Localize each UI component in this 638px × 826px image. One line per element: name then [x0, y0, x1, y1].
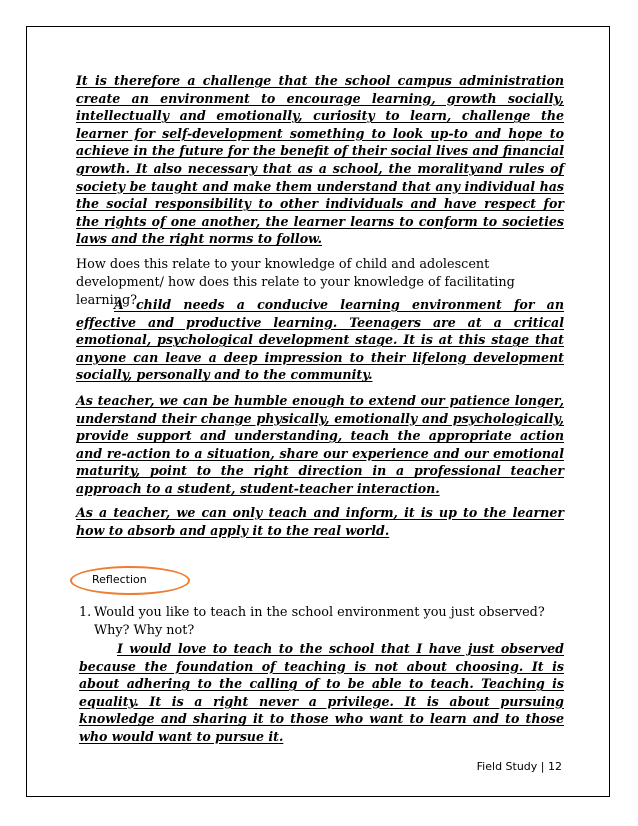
paragraph-conducive-environment: A child needs a conducive learning environment for an effective and productive learning. Teenagers are at a critical emotional, psychological development stage. It is at this stage that anyone can leave a deep impression to their lifelong development socially, personally and to the community.	[76, 297, 564, 383]
question-number: 1.	[79, 605, 92, 620]
paragraph-school-challenge: It is therefore a challenge that the school campus administration create an environment to encourage learning, growth socially, intellectually and emotionally, curiosity to learn, challenge the learner for self-development something to look up-to and hope to achieve in the future for the benefit of their social lives and financial growth. It also necessary that as a school, the moralityand rules of society be taught and make them understand that any individual has the social responsibility to other individuals and have respect for the rights of one another, the learner learns to conform to societies laws and the right norms to follow.	[76, 73, 564, 247]
page-footer: Field Study | 12	[476, 760, 562, 773]
reflection-question: Would you like to teach in the school environment you just observed? Why? Why not?	[94, 605, 545, 638]
paragraph-teacher-humble: As teacher, we can be humble enough to extend our patience longer, understand their change physically, emotionally and psychologically, provide support and understanding, teach the appropriate action and re-action to a situation, share our experience and our emotional maturity, point to the right direction in a professional teacher approach to a student, student-teacher interaction.	[76, 393, 564, 496]
paragraph-teach-inform: As a teacher, we can only teach and inform, it is up to the learner how to absorb and apply it to the real world.	[76, 505, 564, 538]
reflection-label: Reflection	[92, 573, 147, 586]
question-knowledge: How does this relate to your knowledge of child and adolescent development/ how does this relate to your knowledge of facilitating learning?	[76, 257, 515, 308]
reflection-answer: I would love to teach to the school that I have just observed because the foundation of teaching is not about choosing. It is about adhering to the calling of to be able to teach. Teaching is equality. It is a right never a privilege. It is about pursuing knowledge and sharing it to those who want to learn and to those who would want to pursue it.	[79, 641, 564, 744]
